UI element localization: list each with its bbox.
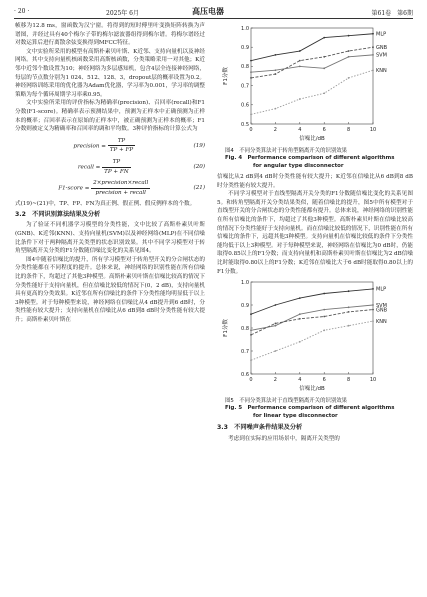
journal-name: 高压电器: [192, 6, 224, 16]
data-point-mlp: [348, 291, 350, 293]
x-tick-label: 2: [273, 377, 277, 384]
section-heading: 3.3 不同噪声条件结果及分析: [217, 424, 303, 432]
y-tick-label: 0.8: [241, 326, 249, 333]
y-tick-label: 0.8: [241, 64, 249, 71]
y-tick-label: 0.5: [241, 121, 249, 128]
y-tick-label: 0.7: [241, 83, 249, 90]
paragraph: 帧移为12.8 ms，窗函数为汉宁窗。将得到的短时傅里叶变换矩阵转换为声谱图，并经过具有40个梅尔子带的梅尔滤波器组得到梅尔谱。将梅尔谱经过对数运算后进行离散余弦变换得到MFCC特征。: [15, 23, 205, 47]
x-tick-label: 8: [347, 127, 351, 133]
equation-denominator: TP + FP: [109, 147, 134, 154]
caption-cn: 图5 不同分类算法对于直线型隔离开关的识别效果: [225, 397, 348, 404]
data-point-mlp: [275, 54, 277, 56]
data-point-svm: [372, 54, 374, 56]
data-point-gnb: [372, 46, 374, 48]
series-line-mlp: [251, 289, 373, 314]
x-tick-label: 4: [298, 377, 302, 384]
data-point-svm: [299, 66, 301, 68]
data-point-gnb: [348, 50, 350, 52]
x-tick-label: 6: [322, 127, 326, 133]
data-point-gnb: [323, 316, 325, 318]
data-point-svm: [323, 67, 325, 69]
figure-5-chart: [217, 276, 413, 394]
equation-numerator: TP: [102, 158, 131, 168]
equation-20: [15, 158, 205, 176]
y-axis-label: F1分数: [223, 67, 229, 85]
data-point-knn: [348, 77, 350, 79]
issue-date: 2025年 6月: [106, 10, 139, 17]
data-point-svm: [250, 71, 252, 73]
data-point-svm: [275, 325, 277, 327]
data-point-knn: [275, 108, 277, 110]
data-point-mlp: [250, 314, 252, 316]
x-axis-label: 信噪比/dB: [299, 386, 325, 393]
data-point-mlp: [323, 37, 325, 39]
caption-en-line2: for angular type disconnector: [253, 162, 344, 169]
data-point-mlp: [348, 35, 350, 37]
data-point-gnb: [250, 77, 252, 79]
data-point-svm: [323, 309, 325, 311]
data-point-mlp: [372, 288, 374, 290]
data-point-svm: [348, 56, 350, 58]
y-tick-label: 0.9: [241, 45, 249, 51]
paragraph: 不同学习模型对于直线型隔离开关分类的F1分数随信噪比变化的关系见图5。和转角型隔离开关分类结果类似，随着信噪比的提升，图5中所有模型对于直线型开关的分合闸状态的分类性能都有提升。总体来说，神经网络的识别性能在所有信噪比的条件下，均超过了其他3种模型。高斯朴素贝叶斯在信噪比较高的情况下分类性能好于支持向量机。而在信噪比较低的情况下，识别性能在所有信噪比的条件下，远超其他3种模型。支持向量机在信噪比较低的条件下分类性能均低于以上3种模型。对于每种模型来说，神经网络在信噪比为0 dB时，仍能取得0.85以上的F1分数；而支持向量机和高斯朴素贝叶斯在信噪比为2 dB信噪比时能取得0.80以上的F1分数；K近邻在信噪比大于6 dB时能取得0.80以上的F1分数。: [217, 191, 413, 275]
series-label-mlp: MLP: [376, 286, 387, 293]
equation-denominator: precision + recall: [95, 189, 146, 196]
x-tick-label: 10: [369, 377, 377, 384]
data-point-mlp: [299, 50, 301, 52]
series-label-svm: SVM: [376, 52, 387, 59]
series-label-svm: SVM: [376, 303, 387, 310]
data-point-svm: [299, 314, 301, 316]
data-point-gnb: [348, 311, 350, 313]
data-point-svm: [250, 330, 252, 332]
data-point-knn: [299, 98, 301, 100]
x-tick-label: 8: [347, 377, 351, 384]
series-label-knn: KNN: [376, 319, 387, 326]
equation-19: [15, 137, 205, 155]
data-point-gnb: [299, 60, 301, 62]
paragraph: 文中实验所采用的评价指标为精确率(precision)、召回率(recall)和F1分数(F1-score)。精确率表示预测结果中，预测为正样本中正确预测为正样本的概率；召回率表示在原始的正样本中，被正确预测为正样本的概率；F1分数则被定义为精确率和召回率的调和平均数。3种评价指标的计算公式为: [15, 100, 205, 133]
data-point-knn: [372, 320, 374, 322]
data-point-mlp: [372, 33, 374, 35]
left-column: [15, 22, 205, 325]
y-tick-label: 0.6: [241, 372, 249, 379]
data-point-knn: [323, 330, 325, 332]
y-tick-label: 1.0: [241, 25, 249, 32]
data-point-mlp: [275, 304, 277, 306]
equation-number: (20): [193, 163, 205, 170]
data-point-gnb: [275, 73, 277, 75]
data-point-knn: [348, 325, 350, 327]
caption-en-line2: for linear type disconnector: [253, 412, 338, 419]
paragraph: 信噪比从2 dB到4 dB时分类性能有较大提升；K近邻在信噪比从6 dB到8 dB时分类性能有较大提升。: [217, 174, 413, 189]
series-line-svm: [251, 55, 373, 72]
x-tick-label: 0: [249, 377, 253, 384]
volume-info: 第61卷 第6期: [371, 10, 413, 17]
section-heading: 3.2 不同识别算法结果及分析: [15, 210, 101, 218]
equation-lhs: precision =: [73, 143, 106, 150]
y-tick-label: 0.7: [241, 349, 249, 356]
series-label-mlp: MLP: [376, 31, 387, 38]
data-point-gnb: [250, 334, 252, 336]
figure-4-caption: [225, 148, 413, 171]
data-point-knn: [372, 69, 374, 71]
y-tick-label: 1.0: [241, 280, 249, 287]
equation-21: [15, 179, 205, 197]
equation-number: (19): [193, 142, 205, 149]
data-point-svm: [372, 304, 374, 306]
caption-en-line1: Fig. 4 Performance comparison of different algorithms: [225, 155, 395, 162]
data-point-svm: [348, 307, 350, 309]
y-tick-label: 0.9: [241, 303, 249, 310]
series-label-gnb: GNB: [376, 45, 388, 51]
caption-en-line1: Fig. 5 Performance comparison of different algorithms: [225, 405, 395, 412]
series-label-knn: KNN: [376, 68, 387, 75]
equation-lhs: F1-score =: [58, 185, 90, 192]
x-tick-label: 0: [249, 127, 253, 133]
data-point-gnb: [323, 56, 325, 58]
series-line-knn: [251, 70, 373, 114]
equation-numerator: TP: [108, 137, 135, 147]
figure-5-caption: [225, 398, 413, 421]
data-point-mlp: [299, 297, 301, 299]
page-number: · 20 ·: [14, 8, 30, 15]
series-line-gnb: [251, 310, 373, 335]
y-axis-label: F1分数: [223, 319, 229, 338]
paragraph: 式(19)~(21)中，TP、FP、FN为真正例、假正例、假反例样本的个数。: [15, 201, 196, 208]
series-label-gnb: GNB: [376, 307, 388, 314]
paragraph: 图4中随着信噪比的提升，所有学习模型对于转角型开关的分合闸状态的分类性能都在不同程度的提升。总体来说，神经网络的识别性能在所有信噪比的条件下，均超过了其他3种模型。高斯朴素贝叶斯在信噪比较高的情况下分类性能好于支持向量机，但在信噪比较低的情况下(0，2 dB)，支持向量机具有更高的分类效果。K近邻在所有信噪比的条件下分类性能均明显低于以上3种模型。对于每种模型来说，神经网络在信噪比从4 dB提升到6 dB时，分类性能有较大提升；支持向量机在信噪比从6 dB到8 dB时分类性能有较大提升；高斯朴素贝叶斯在: [15, 256, 205, 323]
data-point-knn: [299, 341, 301, 343]
data-point-knn: [275, 350, 277, 352]
data-point-gnb: [372, 309, 374, 311]
y-tick-label: 0.6: [241, 102, 249, 109]
paragraph: 文中实验所采用的模型有高斯朴素贝叶斯、K近邻、支持向量机以及神经网络。其中支持向量机核函数采用高斯核函数，分类策略采用一对其他；K近邻中近邻个数设置为10；神经网络为多层感知机，包含4层全连接神经网络，每层的节点数分别为1 024、512、128、3，dropout层的概率设置为0.2。神经网络训练采用的优化器为Adam优化器，学习率为0.001，学习率的调整策略为每个循环周期学习率乘0.95。: [15, 48, 205, 98]
equation-number: (21): [193, 184, 205, 191]
series-line-gnb: [251, 47, 373, 78]
x-tick-label: 2: [273, 127, 277, 133]
caption-cn: 图4 不同分类算法对于转角型隔离开关的识别效果: [225, 147, 348, 154]
data-point-knn: [323, 92, 325, 94]
x-axis-label: 信噪比/dB: [299, 136, 325, 142]
data-point-svm: [275, 69, 277, 71]
equation-lhs: recall =: [77, 164, 101, 171]
data-point-mlp: [250, 60, 252, 62]
data-point-gnb: [275, 323, 277, 325]
right-column: [217, 22, 413, 444]
page-header: [14, 6, 413, 19]
figure-4-chart: [217, 22, 413, 144]
equation-numerator: 2×precision×recall: [91, 179, 150, 189]
data-point-knn: [250, 360, 252, 362]
data-point-gnb: [299, 318, 301, 320]
data-point-mlp: [323, 293, 325, 295]
x-tick-label: 4: [298, 127, 302, 133]
data-point-knn: [250, 114, 252, 116]
x-tick-label: 6: [322, 377, 326, 384]
paragraph: 考虑到在实际的应用场景中，隔离开关类型的: [228, 435, 340, 442]
paragraph: 为了验证不同机器学习模型的分类性能，文中比较了高斯朴素贝叶斯(GNB)、K近邻(KNN)、支持向量机(SVM)以及神经网络(MLP)在不同信噪比条件下对于两种隔离开关类型的状态识别效果。其中不同学习模型对于转角型隔离开关分类的F1分数随信噪比变化的关系见图4。: [15, 222, 205, 255]
x-tick-label: 10: [369, 127, 377, 133]
equation-denominator: TP + FN: [104, 168, 129, 175]
